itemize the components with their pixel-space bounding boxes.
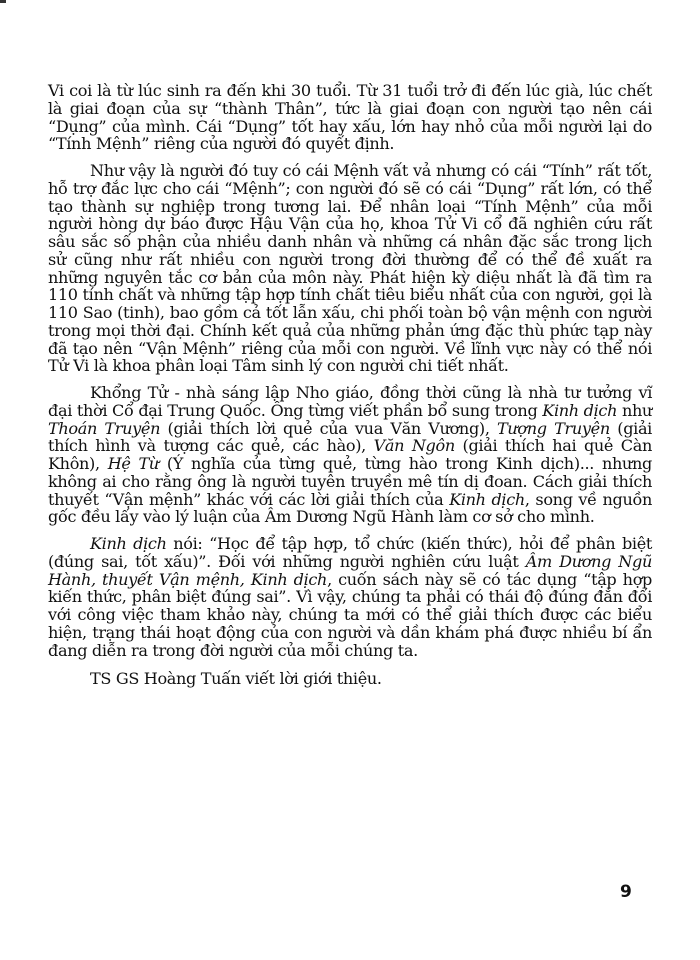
paragraph-text: (giải thích hai quẻ Càn Khôn), [48,436,652,473]
paragraph-text: , song về nguồn gốc đều lấy vào lý luận của Âm Dương Ngũ Hành làm cơ sở cho mình. [48,489,652,527]
paragraph-text: (Ý nghĩa của từng quẻ, từng hào trong Kinh dịch)... nhưng không ai cho rằng ông là người tuyên truyền mê tín dị đoan. Cách giải thích thuyết “Vận mệnh” khác với các lời giải thích của [48,454,652,509]
italic-title: Âm Dương Ngũ Hành, thuyết Vận mệnh, Kinh dịch [48,551,653,589]
italic-title: Kinh dịch [542,400,618,420]
paragraph-text: Khổng Tử - nhà sáng lập Nho giáo, đồng thời cũng là nhà tư tưởng vĩ đại thời Cổ đại Trung Quốc. Ông từng viết phần bổ sung trong [48,383,652,420]
paragraph-text: Vi coi là từ lúc sinh ra đến khi 30 tuổi. Từ 31 tuổi trở đi đến lúc già, lúc chết là giai đoạn của sự “thành Thân”, tức là giai đoạn con người tạo nên cái “Dụng” của mình. Cái “Dụng” tốt hay xấu, lớn hay nhỏ của mỗi người lại do “Tính Mệnh” riêng của người đó quyết định. [48,81,652,154]
paragraph-3 [48,384,652,526]
scan-artifact [0,0,6,3]
italic-title: Kinh dịch [449,489,525,509]
document-body [48,82,652,688]
italic-title: Văn Ngôn [373,436,455,456]
paragraph-4 [48,535,652,659]
italic-title: Thoán Truyện [48,418,161,438]
paragraph-2 [48,162,652,375]
paragraph-text: (giải thích lời quẻ của vua Văn Vương), [160,418,498,438]
paragraph-text: Như vậy là người đó tuy có cái Mệnh vất vả nhưng có cái “Tính” rất tốt, hỗ trợ đắc lực cho cái “Mệnh”; con người đó sẽ có cái “Dụng” rất lớn, có thể tạo thành sự nghiệp trong tương lai. Để nhân loại “Tính Mệnh” của mỗi người hòng dự báo được Hậu Vận của họ, khoa Tử Vi cổ đã nghiên cứu rất sâu sắc số phận của nhiều danh nhân và những cá nhân đặc sắc trong lịch sử cũng như rất nhiều con người trong đời thường để có thể đề xuất ra những nguyên tắc cơ bản của môn này. Phát hiện kỳ diệu nhất là đã tìm ra 110 tính chất và những tập hợp tính chất tiêu biểu nhất của con người, gọi là 110 Sao (tinh), bao gồm cả tốt lẫn xấu, chi phối toàn bộ vận mệnh con người trong mọi thời đại. Chính kết quả của những phản ứng đặc thù phức tạp này đã tạo nên “Vận Mệnh” riêng của mỗi con người. Về lĩnh vực này có thể nói Tử Vi là khoa phân loại Tâm sinh lý con người chi tiết nhất. [48,161,652,376]
signature-text: TS GS Hoàng Tuấn viết lời giới thiệu. [90,669,382,689]
paragraph-text: nói: “Học để tập hợp, tổ chức (kiến thức), hỏi để phân biệt (đúng sai, tốt xấu)”. Đối với những người nghiên cứu luật [48,534,652,571]
paragraph-text: như [617,400,653,420]
signature-line [48,670,652,688]
paragraph-1 [48,82,652,153]
italic-title: Tượng Truyện [497,418,610,438]
italic-title: Hệ Từ [107,454,159,473]
paragraph-text: , cuốn sách này sẽ có tác dụng “tập hợp kiến thức, phân biệt đúng sai”. Vì vậy, chúng ta phải có thái độ đúng đắn đối với công việc tham khảo này, chúng ta mới có thể giải thích được các biểu hiện, trạng thái hoạt động của con người và dần khám phá được nhiều bí ẩn đang diễn ra trong đời người của mỗi chúng ta. [48,569,652,660]
italic-title: Kinh dịch [90,534,167,553]
paragraph-text: (giải thích hình và tượng các quẻ, các hào), [48,418,652,456]
page-number: 9 [620,882,632,902]
